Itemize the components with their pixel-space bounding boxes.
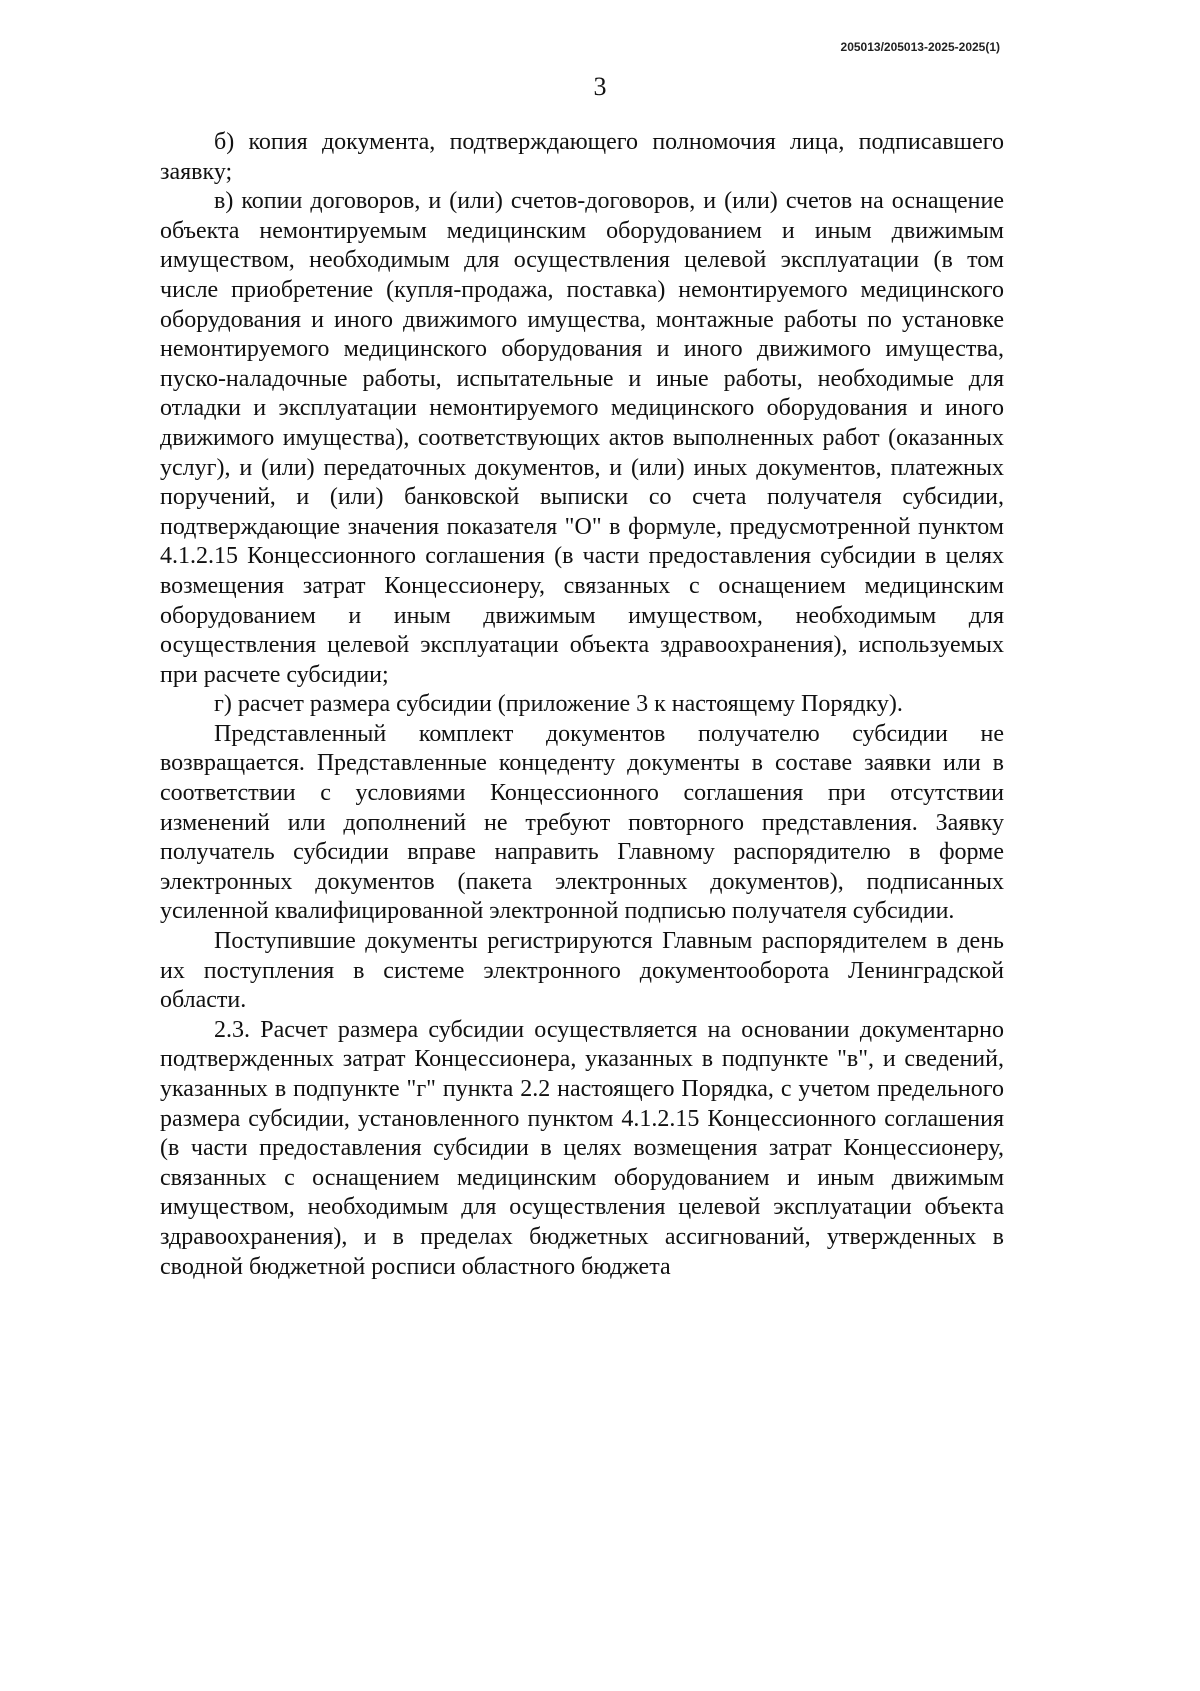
document-registration-number: 205013/205013-2025-2025(1): [840, 40, 1000, 54]
paragraph-item-v: в) копии договоров, и (или) счетов-договоров, и (или) счетов на оснащение объекта немонтируемым медицинским оборудованием и иным движимым имуществом, необходимым для осуществления целевой эксплуатации (в том числе приобретение (купля-продажа, поставка) немонтируемого медицинского оборудования и иного движимого имущества, монтажные работы по установке немонтируемого медицинского оборудования и иного движимого имущества, пуско-наладочные работы, испытательные и иные работы, необходимые для отладки и эксплуатации немонтируемого медицинского оборудования и иного движимого имущества), соответствующих актов выполненных работ (оказанных услуг), и (или) передаточных документов, и (или) иных документов, платежных поручений, и (или) банковской выписки со счета получателя субсидии, подтверждающие значения показателя "О" в формуле, предусмотренной пунктом 4.1.2.15 Концессионного соглашения (в части предоставления субсидии в целях возмещения затрат Концессионеру, связанных с оснащением медицинским оборудованием и иным движимым имуществом, необходимым для осуществления целевой эксплуатации объекта здравоохранения), используемых при расчете субсидии;: [160, 188, 1004, 688]
paragraph-item-b: б) копия документа, подтверждающего полномочия лица, подписавшего заявку;: [160, 129, 1004, 185]
document-body: [160, 128, 1004, 1282]
page-number: 3: [593, 72, 607, 101]
paragraph-documents-set: Представленный комплект документов получателю субсидии не возвращается. Представленные концеденту документы в составе заявки или в соответствии с условиями Концессионного соглашения при отсутствии изменений или дополнений не требуют повторного представления. Заявку получатель субсидии вправе направить Главному распорядителю в форме электронных документов (пакета электронных документов), подписанных усиленной квалифицированной электронной подписью получателя субсидии.: [160, 720, 1004, 925]
paragraph-2-3: 2.3. Расчет размера субсидии осуществляется на основании документарно подтвержденных затрат Концессионера, указанных в подпункте "в", и сведений, указанных в подпункте "г" пункта 2.2 настоящего Порядка, с учетом предельного размера субсидии, установленного пунктом 4.1.2.15 Концессионного соглашения (в части предоставления субсидии в целях возмещения затрат Концессионеру, связанных с оснащением медицинским оборудованием и иным движимым имуществом, необходимым для осуществления целевой эксплуатации объекта здравоохранения), и в пределах бюджетных ассигнований, утвержденных в сводной бюджетной росписи областного бюджета: [160, 1016, 1004, 1280]
paragraph-item-g: г) расчет размера субсидии (приложение 3 к настоящему Порядку).: [214, 691, 903, 718]
paragraph-registration: Поступившие документы регистрируются Главным распорядителем в день их поступления в системе электронного документооборота Ленинградской области.: [160, 928, 1004, 1014]
